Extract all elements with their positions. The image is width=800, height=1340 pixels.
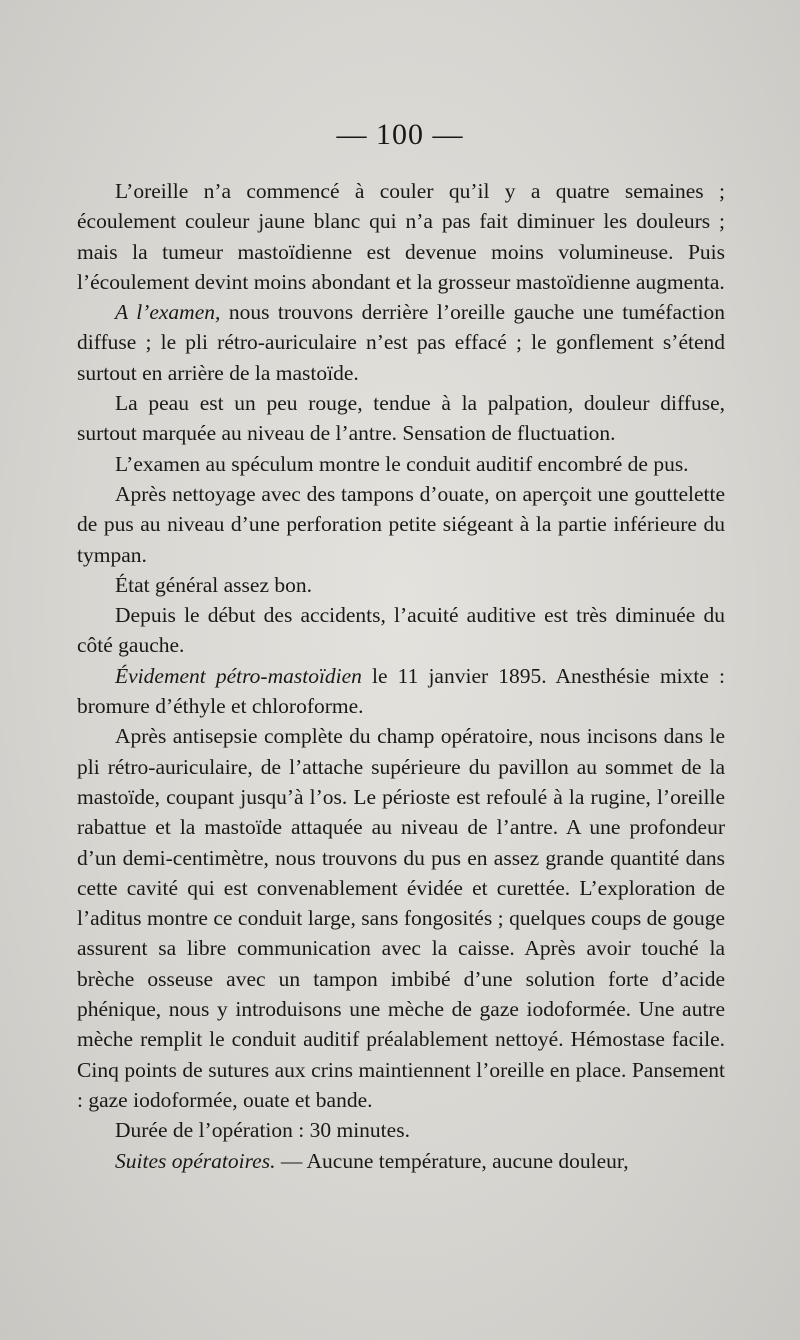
paragraph-duration [77,1115,725,1145]
paragraph-text: Après antisepsie complète du champ opératoire, nous incisons dans le pli rétro-auriculaire, de l’attache supérieure du pavillon au sommet de la mastoïde, coupant jusqu’à l’os. Le périoste est refoulé à la rugine, l’oreille rabattue et la mastoïde attaquée au niveau de l’antre. A une profondeur d’un demi-centimètre, nous trouvons du pus en assez grande quantité dans cette cavité qui est convenablement évidée et curettée. L’exploration de l’aditus montre ce conduit large, sans fongosités ; quelques coups de gouge assurent sa libre communication avec la caisse. Après avoir touché la brèche osseuse avec un tampon imbibé d’une solution forte d’acide phénique, nous y introduisons une mèche de gaze iodoformée. Une autre mèche remplit le conduit auditif préalablement nettoyé. Hémostase facile. Cinq points de sutures aux crins maintiennent l’oreille en place. Pansement : gaze iodoformée, ouate et bande. [77,724,725,1112]
page-number: — 100 — [336,118,464,151]
paragraph-speculum [77,449,725,479]
paragraph-procedure [77,661,725,722]
paragraph-general-state [77,570,725,600]
paragraph-text: Depuis le début des accidents, l’acuité auditive est très diminuée du côté gauche. [77,603,725,658]
paragraph-text: L’oreille n’a commencé à couler qu’il y a quatre semaines ; écoulement couleur jaune blanc qui n’a pas fait diminuer les douleurs ; mais la tumeur mastoïdienne est devenue moins volumineuse. Puis l’écoulement devint moins abondant et la grosseur mastoïdienne augmenta. [77,179,725,294]
paragraph-lead-italic: Suites opératoires. [115,1148,276,1173]
paragraph-text: Durée de l’opération : 30 minutes. [115,1118,410,1143]
paragraph-text: — Aucune température, aucune douleur, [275,1148,629,1173]
paragraph-text: La peau est un peu rouge, tendue à la palpation, douleur diffuse, surtout marquée au niveau de l’antre. Sensation de fluctuation. [77,391,725,446]
paragraph-skin [77,388,725,449]
body-text [77,176,725,1176]
paragraph-text: L’examen au spéculum montre le conduit auditif encombré de pus. [115,451,689,476]
paragraph-history [77,176,725,297]
paragraph-text: État général assez bon. [115,572,312,597]
paragraph-text: le 11 janvier 1895. Anesthésie mixte : bromure d’éthyle et chloroforme. [77,663,725,719]
paragraph-aftercare [77,1146,725,1176]
paragraph-hearing [77,600,725,661]
paragraph-lead-italic: A l’examen, [115,300,221,325]
paragraph-lead-italic: Évidement pétro-mastoïdien [115,663,362,688]
paragraph-operation [77,721,725,1115]
paragraph-text: Après nettoyage avec des tampons d’ouate, on aperçoit une gouttelette de pus au niveau d’une perforation petite siégeant à la partie inférieure du tympan. [77,481,725,567]
paragraph-cleaning [77,479,725,570]
paragraph-examination [77,297,725,388]
paragraph-text: nous trouvons derrière l’oreille gauche une tuméfaction diffuse ; le pli rétro-auriculaire n’est pas effacé ; le gonflement s’étend surtout en arrière de la mastoïde. [77,300,725,385]
